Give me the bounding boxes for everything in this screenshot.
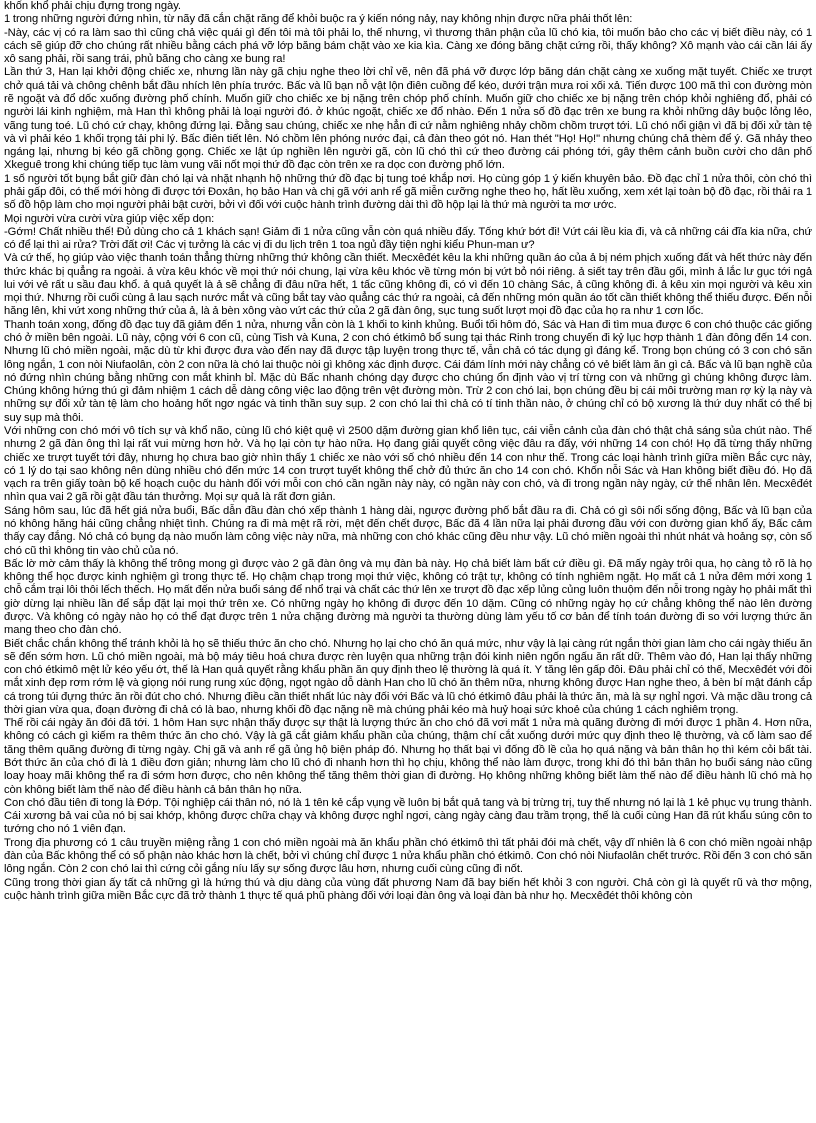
paragraph-new-dogs: Thanh toán xong, đống đồ đạc tuy đã giảm đến 1 nửa, nhưng vẫn còn là 1 khối to kinh khủng. Buổi tối hôm đó, Sác và Han đi tìm mua được 6 con chó thuộc các giống chó ở miền bên ngoài. Lũ này, cộng với 6 con cũ, cùng Tish và Kuna, 2 con chó étkimô bổ sung tại thác Rinh trong chuyến đi kỷ lục hợp thành 1 đàn đông đến 14 con. Nhưng lũ chó miền ngoài, mặc dù từ khi được đưa vào đến nay đã được tập luyện trong thực tế, vẫn chả có tác dụng gì đáng kể. Trong bọn chúng có 3 con chó săn lông ngắn, 1 con nòi Niufaolân, còn 2 con nữa là chó lai thuộc nòi gì không xác định được. Cái đám lính mới này chẳng có vẻ biết làm ăn gì cả. Bấc và lũ bạn nghề của nó đứng nhìn chúng bằng những con mắt khinh bỉ. Mặc dù Bấc nhanh chóng dạy được cho chúng ổn định vào vị trí từng con và những gì chúng không được làm. Chúng không hứng thú gì đảm nhiệm 1 cách dễ dàng công việc lao động trên vệt đường mòn. Trừ 2 con chó lai, bọn chúng đều bị cái môi trường man rợ kỳ lạ này và những sự đối xử tàn tệ làm cho hoảng hốt ngơ ngác và tinh thần suy sụp. 2 con chó lai thì chả có tí tinh thần nào, ở chúng chỉ có bộ xương là thứ duy nhất có thể bị suy sụp mà thôi. xyxy=(4,318,812,424)
paragraph-continuation: khốn khổ phải chịu đựng trong ngày. xyxy=(4,0,181,12)
paragraph-starvation: Thế rồi cái ngày ăn đói đã tới. 1 hôm Han sực nhận thấy được sự thật là lượng thức ăn cho chó đã vơi mất 1 nửa mà quãng đường đi mới được 1 phần 4. Hơn nữa, không có cách gì kiếm ra thêm thức ăn cho chó. Vậy là gã cắt giảm khẩu phần của chúng, thậm chí cắt xuống dưới mức quy định theo lệ thường, và cố làm sao để tăng thêm quãng đường đi từng ngày. Chị gã và anh rể gã ủng hộ biện pháp đó. Nhưng họ thất bại vì đống đồ lề của họ quá nặng và bản thân họ thì kém cỏi bất tài. Bớt thức ăn của chó đi là 1 điều đơn giản; nhưng làm cho lũ chó đi nhanh hơn thì họ chịu, không thể nào làm được, trong khi đó thì bản thân họ buổi sáng nào cũng loay hoay mãi không thể ra đi sớm hơn được, cho nên không thể tăng thêm thời gian đi đường. Họ không những không biết làm thế nào để điều hành lũ chó mà họ còn không biết làm thế nào để điều hành cả bản thân họ nữa. xyxy=(4,717,812,796)
paragraph-departure: Sáng hôm sau, lúc đã hết giá nửa buổi, Bấc dẫn đầu đàn chó xếp thành 1 hàng dài, ngược đường phố bắt đầu ra đi. Chả có gì sôi nổi sống động, Bấc và lũ bạn của nó không hăng hái cũng chẳng nhiệt tình. Chúng ra đi mà mệt rã rời, mệt đến chết được, Bấc đã 4 lần nữa lại phải đương đầu với con đường gian khổ ấy, Bấc cảm thấy cay đắng. Nó chả có bụng dạ nào muốn làm công việc này nữa, mà những con chó khác cũng đều như vậy. Lũ chó miền ngoài thì nhút nhát và hoảng sợ, còn số chó cũ thì không tin vào chủ của nó. xyxy=(4,504,812,557)
paragraph-mercedes-cries: Và cứ thế, họ giúp vào việc thanh toán thẳng thừng những thứ không cần thiết. Mecxêđét kêu la khi những quần áo của ả bị ném phịch xuống đất và hết thức này đến thức khác bị quẳng ra ngoài. ả vừa kêu khóc về mọi thứ nói chung, lại vừa kêu khóc về từng món bị vứt bỏ nói riêng. ả siết tay trên đầu gối, mình ả lắc lư gục tới ngả lui với vẻ rất u sầu đau khổ. ả quả quyết là ả sẽ chẳng đi đâu nữa hết, 1 tấc cũng không đi, có vì đến 10 chàng Sác, ả cũng không đi. ả kêu xin mọi người và kêu xin mọi thứ. Nhưng rồi cuối cùng ả lau sạch nước mắt và cũng bắt tay vào quẳng các thứ ra ngoài, cả đến những món quần áo tốt cần thiết không thể thiếu được. Đến nỗi hăng lên, khi vứt xong những thứ của ả, là ả bèn xông vào vứt các thứ của 2 gã đàn ông, sục tung suốt lượt mọi đồ đạc của họ ra như 1 cơn lốc. xyxy=(4,252,812,318)
paragraph-fourteen-dogs: Với những con chó mới vô tích sự và khổ não, cùng lũ chó kiệt quệ vì 2500 dặm đường gian khổ liên tục, cái viễn cảnh của đàn chó thật chả sáng sủa chút nào. Thế nhưng 2 gã đàn ông thì lại rất vui mừng hơn hở. Và họ lại còn tự hào nữa. Họ đang giải quyết công việc đâu ra đấy, với những 14 con chó! Họ đã từng thấy những chiếc xe trượt tuyết tới đây, nhưng họ chưa bao giờ nhìn thấy 1 chiếc xe nào với số chó nhiều đến 14 con như thế. Trong các loại hành trình giữa miền Bắc cực này, có 1 lý do tại sao không nên dùng nhiều chó đến mức 14 con trượt tuyết không thể chở đủ thức ăn cho 14 con chó. Khốn nỗi Sác và Han không biết điều đó. Họ đã vạch ra trên giấy toàn bộ kế hoạch cuộc du hành đối với mỗi con chó cần ngần này này, có ngần này con chó, và đi trong ngần này ngày, cứ thế nhân lên. Mecxêđét nhìn qua vai 2 gã rồi gật đầu tán thưởng. Mọi sự quả là rất đơn giản. xyxy=(4,425,812,504)
paragraph-sled-crash: Lần thứ 3, Han lại khởi động chiếc xe, nhưng lần này gã chịu nghe theo lời chỉ vẽ, nên đã phá vỡ được lớp băng dán chặt càng xe xuống mặt tuyết. Chiếc xe trượt chở quá tải và chông chênh bắt đầu nhích lên phía trước. Bấc và lũ bạn nỗ vật lộn điên cuồng để kéo, dưới trận mưa roi xối xả. Tiến được 100 mã thì con đường mòn rẽ ngoặt và đổ dốc xuống đường phố chính. Muốn giữ cho chiếc xe bị nặng trên chóp phố chính. Muốn giữ cho chiếc xe bị nặng trên chóp khỏi nghiêng đổ, phải có người lái kinh nghiệm, mà Han thì không phải là loại người đó. ở khúc ngoặt, chiếc xe đổ nhào. Đến 1 nửa số đồ đạc trên xe bung ra khỏi những dây buộc lỏng lẻo, vãng tung toé. Lũ chó cứ chạy, không đứng lại. Đằng sau chúng, chiếc xe nhẹ hẳn đi cứ nằm nghiêng nhảy chồm chồm trượt tới. Lũ chó nổi giận vì đã bị đối xử tàn tệ và vì phải kéo 1 khối trọng tải phi lý. Bấc điên tiết lên. Nó chồm lên phóng nước đại, cả đàn theo gót nó. Han thét "Họ! Họ!" nhưng chúng chả thèm để ý. Gã nhảy theo ngáng lại, nhưng bị kéo gã chồng gọng. Chiếc xe lật úp nghiền lên người gã, còn lũ chó thì cứ theo đường cái phóng tới, gây thêm cảnh buồn cười cho dân phố Xkeguê trong khi chúng tiếp tục làm vung vãi nốt mọi thứ đồ đạc còn trên xe ra dọc con đường phố lớn. xyxy=(4,66,812,172)
paragraph-dub-dies: Con chó đầu tiên đi tong là Đớp. Tội nghiệp cái thân nó, nó là 1 tên kẻ cắp vụng về luôn bị bắt quả tang và bị trừng trị, tuy thế nhưng nó lại là 1 kẻ phục vụ trung thành. Cái xương bả vai của nó bị sai khớp, không được chữa chạy và không được nghỉ ngơi, càng ngày càng đau trầm trọng, thế là cuối cùng Han đã rút khẩu súng côn to tướng cho nó 1 viên đạn. xyxy=(4,796,812,836)
paragraph-sorting-intro: Mọi người vừa cười vừa giúp việc xếp dọn: xyxy=(4,212,215,225)
paragraph-overfeeding: Biết chắc chắn không thể tránh khỏi là họ sẽ thiếu thức ăn cho chó. Nhưng họ lại cho chó ăn quá mức, như vậy là lại càng rút ngắn thời gian làm cho cái ngày thiếu ăn sẽ đến sớm hơn. Lũ chó miền ngoài, mà bộ máy tiêu hoá chưa được rèn luyện qua những trận đói kinh niên ngốn ngấu ăn rất dữ. Thêm vào đó, Han lại thấy những con chó étkimô mệt lử kéo yếu ớt, thế là Han quả quyết rằng khẩu phần ăn quy định theo lệ thường là quá ít. Y tăng lên gấp đôi. Đâu phải chỉ có thế, Mecxêđét với đôi mắt xinh đẹp rơm rớm lệ và giọng nói rung rung xúc động, ngọt ngào dỗ dành Han cho lũ chó ăn thêm nữa, nhưng không được Han nghe theo, ả bèn bí mật đánh cắp cá trong túi đựng thức ăn rồi đút cho chó. Nhưng điều cần thiết nhất lúc này đối với Bấc và lũ chó étkimô đâu phải là thức ăn, mà là sự nghỉ ngơi. Và mặc dầu trong cả thời gian vừa qua, đoạn đường đi chả có là bao, nhưng khối đồ đạc nặng nề mà chúng phải kéo mà huỷ hoại sức khoẻ của chúng 1 cách nghiêm trọng. xyxy=(4,637,812,716)
paragraph-incompetence: Bấc lờ mờ cảm thấy là không thể trông mong gì được vào 2 gã đàn ông và mụ đàn bà này. Họ chả biết làm bất cứ điều gì. Đã mấy ngày trôi qua, họ càng tỏ rõ là họ không thể học được kinh nghiệm gì trong thực tế. Họ chậm chạp trong mọi thứ việc, không có trật tự, không có tính nghiêm ngặt. Họ mất cả 1 nửa đêm mới xong 1 chỗ cắm trại lôi thôi lếch thếch. Họ mất đến nửa buổi sáng để nhổ trại và chất các thứ lên xe trượt đồ đạc xếp lủng củng luôn thuộm đến nỗi trong ngày họ phải mất thì giờ dừng lại nhiều lần để sắp đặt lại mọi thứ trên xe. Có những ngày họ không đi được đến 10 dặm. Cũng có những ngày họ cứ chẳng không thể nào lên đường được. Và không có ngày nào họ có thể đạt được trên 1 nửa chặng đường mà người ta thường dùng làm yếu tố cơ bản để tính toán đường đi so với lượng thức ăn mang theo cho đàn chó. xyxy=(4,557,812,637)
paragraph-bystander-speaks: 1 trong những người đứng nhìn, từ nãy đã cắn chặt răng để khỏi buộc ra ý kiến nóng nảy, nay không nhịn được nữa phải thốt lên: xyxy=(4,13,633,26)
paragraph-townsfolk-help: 1 số người tốt bụng bắt giữ đàn chó lại và nhặt nhạnh hộ những thứ đồ đạc bị tung toé khắp nơi. Họ cùng góp 1 ý kiến khuyên bảo. Đồ đạc chỉ 1 nửa thôi, còn chó thì phải gấp đôi, có thế mới hòng đi được tới Đoxân, họ bảo Han và chị gã với anh rể gã miễn cưỡng nghe theo họ, hất lều xuống, xem xét lại toàn bộ đồ đạc, rồi thải ra 1 số đồ hộp làm cho mọi người phải bật cười, bởi vì đối với cuộc hành trình đường dài thì đồ hộp lại là thứ mà người ta mơ ước. xyxy=(4,172,812,212)
paragraph-advice-quote: -Này, các vị có ra làm sao thì cũng chả việc quái gì đến tôi mà tôi phải lo, thế nhưng, vì thương thân phận của lũ chó kia, tôi muốn bảo cho các vị biết điều này, có 1 cách sẽ giúp đỡ cho chúng rất nhiều bằng cách phá vỡ lớp băng bám chặt vào xe kia kìa. Càng xe đóng băng chặt cứng rồi, thấy không? Xô mạnh vào cái cần lái ấy xô sang phải, rồi sang trái, phủ băng cho càng xe bung ra! xyxy=(4,26,812,66)
paragraph-glamour-gone: Cũng trong thời gian ấy tất cả những gì là hứng thú và dịu dàng của vùng đất phương Nam đã bay biến hết khỏi 3 con người. Chả còn gì là quyết rũ và thơ mộng, cuộc hành trình giữa miền Bắc cực đã trở thành 1 thực tế quá phũ phàng đối với loại đàn ông và loại đàn bà như họ. Mecxêđét thôi không còn xyxy=(4,876,812,902)
paragraph-outside-dogs-die: Trong địa phương có 1 câu truyền miệng rằng 1 con chó miền ngoài mà ăn khẩu phần chó étkimô thì tất phải đói mà chết, vậy dĩ nhiên là 6 con chó miền ngoài nhập đàn của Bấc không thể có số phận nào khác hơn là chết, bởi vì chúng chỉ được 1 nửa khẩu phần chó étkimô. Con chó nòi Niufaolân chết trước. Rồi đến 3 con chó săn lông ngắn. Còn 2 con chó lai thì cứng cỏi gắng níu lấy sự sống được lâu hơn, nhưng cuối cùng cũng đi nốt. xyxy=(4,836,812,876)
paragraph-crowd-quote: -Gớm! Chất nhiều thế! Đủ dùng cho cả 1 khách sạn! Giảm đi 1 nửa cũng vẫn còn quá nhiều đấy. Tống khứ bớt đi! Vứt cái lều kia đi, và cả những cái đĩa kia nữa, chứ có để lại thì ai rửa? Trời đất ơi! Các vị tưởng là các vị đi du lịch trên 1 toa ngủ đầy tiện nghi kiểu Phun-man ư? xyxy=(4,225,812,252)
